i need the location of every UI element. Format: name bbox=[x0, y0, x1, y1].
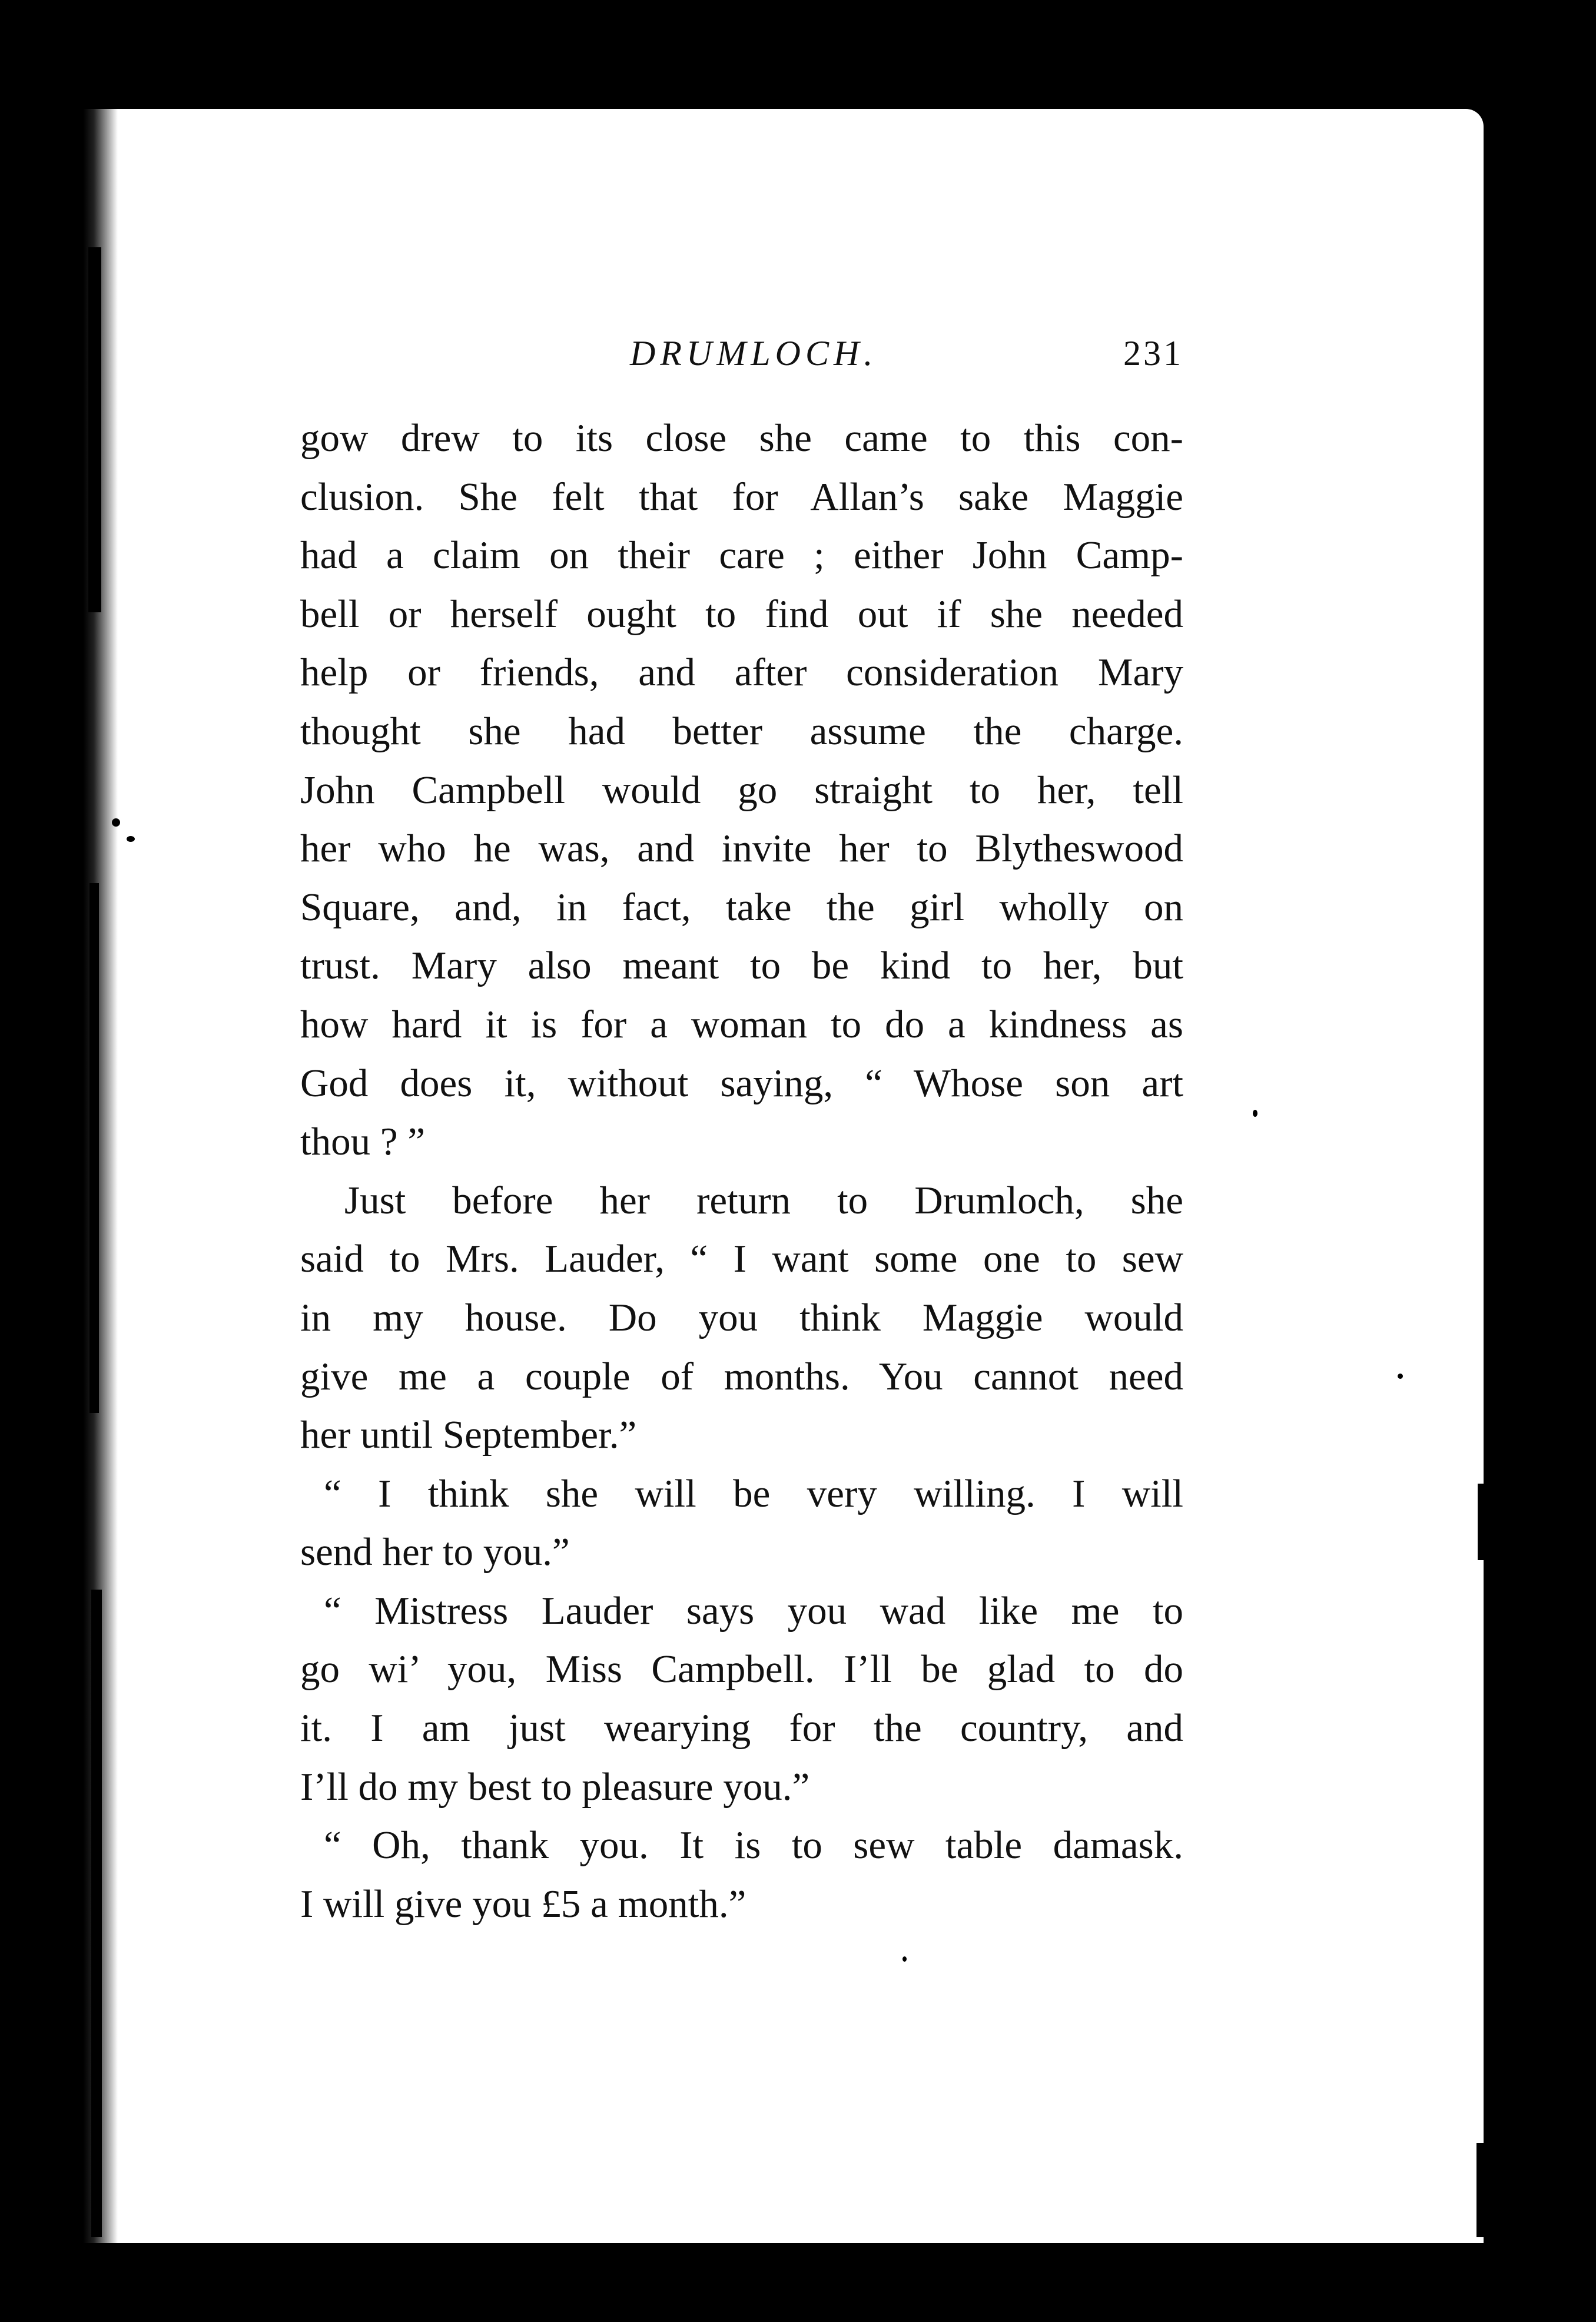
right-edge-mark bbox=[1478, 1484, 1485, 1560]
text-line: God does it, without saying, “ Whose son art bbox=[300, 1061, 1183, 1105]
text-line: in my house. Do you think Maggie would bbox=[300, 1295, 1183, 1339]
running-head bbox=[300, 327, 1183, 380]
gutter-mark bbox=[89, 883, 99, 1413]
text-line: trust. Mary also meant to be kind to her, but bbox=[300, 944, 1183, 988]
scan-speck bbox=[1253, 1110, 1257, 1117]
text-line: go wi’ you, Miss Campbell. I’ll be glad to do bbox=[300, 1647, 1183, 1691]
text-line: it. I am just wearying for the country, and bbox=[300, 1706, 1183, 1750]
scan-speck bbox=[112, 818, 120, 827]
text-line: said to Mrs. Lauder, “ I want some one to sew bbox=[300, 1237, 1183, 1281]
text-line: her who he was, and invite her to Blytheswood bbox=[300, 827, 1183, 871]
text-line: Just before her return to Drumloch, she bbox=[344, 1178, 1183, 1222]
text-line: gow drew to its close she came to this con- bbox=[300, 416, 1183, 460]
text-line: John Campbell would go straight to her, tell bbox=[300, 768, 1183, 812]
text-line: help or friends, and after consideration Mary bbox=[300, 651, 1183, 695]
body-text bbox=[300, 409, 1183, 1933]
scan-speck bbox=[1398, 1374, 1403, 1379]
scan-speck bbox=[127, 836, 135, 842]
right-edge-mark bbox=[1476, 2143, 1485, 2237]
text-line: I will give you £5 a month.” bbox=[300, 1882, 746, 1926]
text-line: thought she had better assume the charge. bbox=[300, 709, 1183, 753]
text-line: thou ? ” bbox=[300, 1120, 426, 1164]
text-line: “ Mistress Lauder says you wad like me to bbox=[324, 1588, 1183, 1633]
running-title: DRUMLOCH. bbox=[630, 334, 878, 373]
text-line: “ Oh, thank you. It is to sew table damask. bbox=[324, 1823, 1183, 1867]
text-line: “ I think she will be very willing. I will bbox=[324, 1471, 1183, 1515]
gutter-mark bbox=[69, 118, 78, 271]
text-line: her until September.” bbox=[300, 1413, 637, 1457]
text-line: send her to you.” bbox=[300, 1530, 570, 1574]
text-line: how hard it is for a woman to do a kindness as bbox=[300, 1002, 1183, 1046]
text-line: had a claim on their care ; either John Camp- bbox=[300, 533, 1183, 578]
text-line: I’ll do my best to pleasure you.” bbox=[300, 1764, 810, 1809]
page-number: 231 bbox=[1123, 334, 1183, 373]
gutter-mark bbox=[91, 1590, 102, 2237]
text-line: bell or herself ought to find out if she needed bbox=[300, 592, 1183, 636]
text-line: clusion. She felt that for Allan’s sake Maggie bbox=[300, 475, 1183, 519]
gutter-mark bbox=[88, 247, 101, 612]
scan-speck bbox=[902, 1956, 907, 1962]
text-line: give me a couple of months. You cannot need bbox=[300, 1354, 1183, 1398]
text-line: Square, and, in fact, take the girl wholly on bbox=[300, 885, 1183, 929]
